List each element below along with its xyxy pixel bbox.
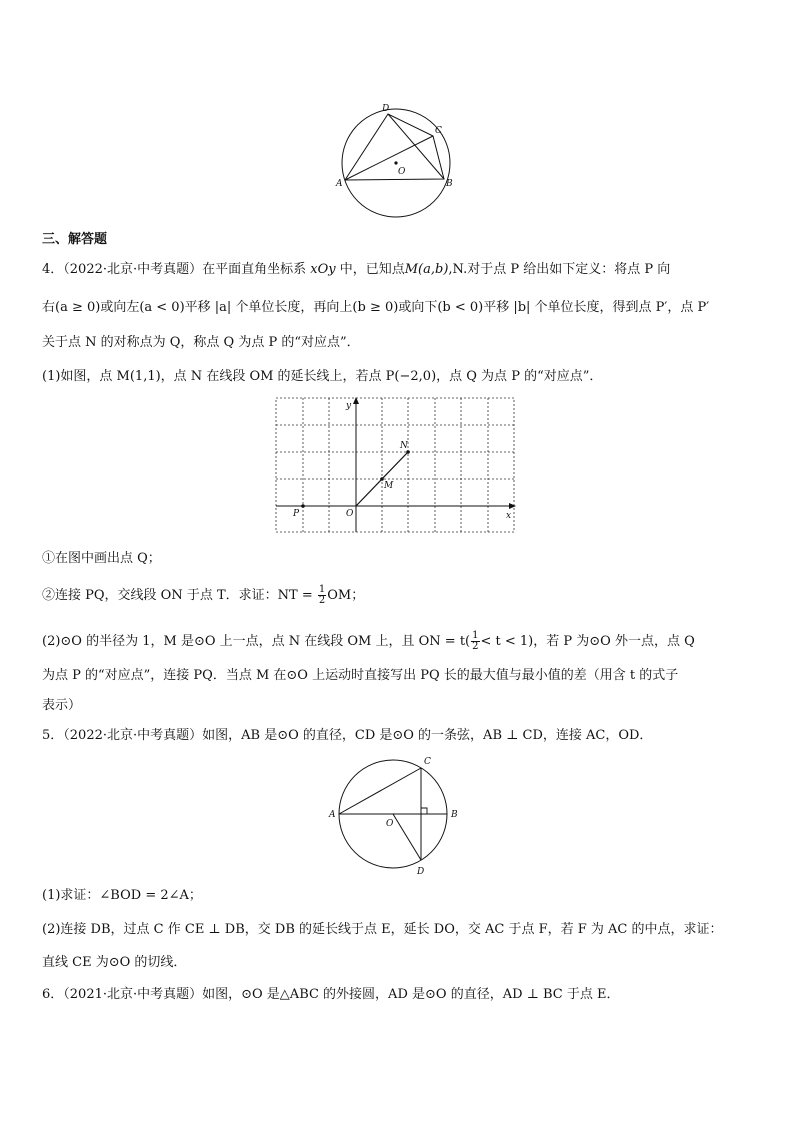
problem4-item2 xyxy=(42,585,794,606)
grid-figure xyxy=(270,392,520,537)
problem5-part2-line1: (2)连接 DB，过点 C 作 CE ⊥ DB，交 DB 的延长线于点 E，延长 DO，交 AC 于点 F，若 F 为 AC 的中点，求证： xyxy=(42,922,723,937)
circle-figure-top xyxy=(330,100,470,220)
problem4-item2-a: ②连接 PQ，交线段 ON 于点 T．求证：NT = xyxy=(42,588,313,603)
fraction-denominator: 2 xyxy=(472,641,479,652)
problem4-part2-line3: 表示） xyxy=(42,698,82,713)
problem6-line1: 6．（2021·北京·中考真题）如图，⊙O 是△ABC 的外接圆，AD 是⊙O 的直径，AD ⊥ BC 于点 E． xyxy=(42,987,620,1002)
segment-od xyxy=(393,814,421,860)
label-p: P xyxy=(293,509,300,519)
problem4-part2-b: < t < 1)，若 P 为⊙O 外一点，点 Q xyxy=(480,634,695,649)
problem4-line1 xyxy=(42,261,794,279)
problem4-line3: 关于点 N 的对称点为 Q，称点 Q 为点 P 的“对应点”． xyxy=(42,335,360,350)
label-m: M xyxy=(384,481,394,491)
fraction-numerator: 1 xyxy=(318,584,326,595)
problem5-part2-line2: 直线 CE 为⊙O 的切线． xyxy=(42,955,187,970)
label-c: C xyxy=(424,757,431,767)
fraction-one-half-2 xyxy=(471,631,479,652)
label-c: C xyxy=(435,126,442,136)
circle-figure-q5 xyxy=(326,750,466,885)
segment-ac xyxy=(339,768,421,814)
problem4-item1: ①在图中画出点 Q； xyxy=(42,551,161,566)
fraction-denominator: 2 xyxy=(318,595,326,606)
problem4-line1-b: xOy xyxy=(310,262,336,277)
label-b: B xyxy=(446,179,453,189)
center-dot xyxy=(394,161,397,164)
problem4-part2-line2: 为点 P 的“对应点”，连接 PQ．当点 M 在⊙O 上运动时直接写出 PQ 长的最大值与最小值的差（用含 t 的式子 xyxy=(42,668,679,683)
label-b: B xyxy=(451,810,458,820)
x-axis-arrow xyxy=(509,503,516,509)
problem4-part1: (1)如图，点 M(1,1)，点 N 在线段 OM 的延长线上，若点 P(−2,0)，点 Q 为点 P 的“对应点”． xyxy=(42,369,603,384)
problem4-line2: 右(a ≥ 0)或向左(a < 0)平移 |a| 个单位长度，再向上(b ≥ 0)或向下(b < 0)平移 |b| 个单位长度，得到点 P′，点 P′ xyxy=(42,300,710,315)
problem4-part2-line1 xyxy=(42,631,794,652)
quadrilateral-abcd xyxy=(345,114,444,180)
problem4-part2-a: (2)⊙O 的半径为 1，M 是⊙O 上一点，点 N 在线段 OM 上，且 ON = t( xyxy=(42,634,471,649)
label-d: D xyxy=(417,867,425,877)
problem5-part1: (1)求证：∠BOD = 2∠A； xyxy=(42,888,202,903)
label-o: O xyxy=(398,167,406,177)
problem4-line1-e: ,N.对于点 P 给出如下定义：将点 P 向 xyxy=(448,262,671,277)
section-heading: 三、解答题 xyxy=(42,232,108,247)
fraction-one-half xyxy=(318,585,326,606)
point-p xyxy=(301,504,305,508)
problem4-item2-b: OM； xyxy=(327,588,365,603)
problem4-line1-a: 4．（2022·北京·中考真题）在平面直角坐标系 xyxy=(42,262,311,277)
label-a: A xyxy=(329,810,336,820)
problem5-line1: 5．（2022·北京·中考真题）如图，AB 是⊙O 的直径，CD 是⊙O 的一条弦，AB ⊥ CD，连接 AC，OD． xyxy=(42,728,653,743)
fraction-numerator: 1 xyxy=(472,630,479,641)
label-d: D xyxy=(382,104,390,114)
label-o: O xyxy=(346,509,354,519)
problem4-line1-d: M(a,b) xyxy=(404,262,449,277)
label-n: N xyxy=(400,441,408,451)
right-angle-mark xyxy=(421,808,427,814)
diagonal-ac xyxy=(345,136,433,180)
label-x: x xyxy=(506,511,512,521)
problem4-line1-c: 中，已知点 xyxy=(335,262,405,277)
label-o: O xyxy=(386,819,394,829)
label-y: y xyxy=(346,401,352,411)
label-a: A xyxy=(336,179,343,189)
